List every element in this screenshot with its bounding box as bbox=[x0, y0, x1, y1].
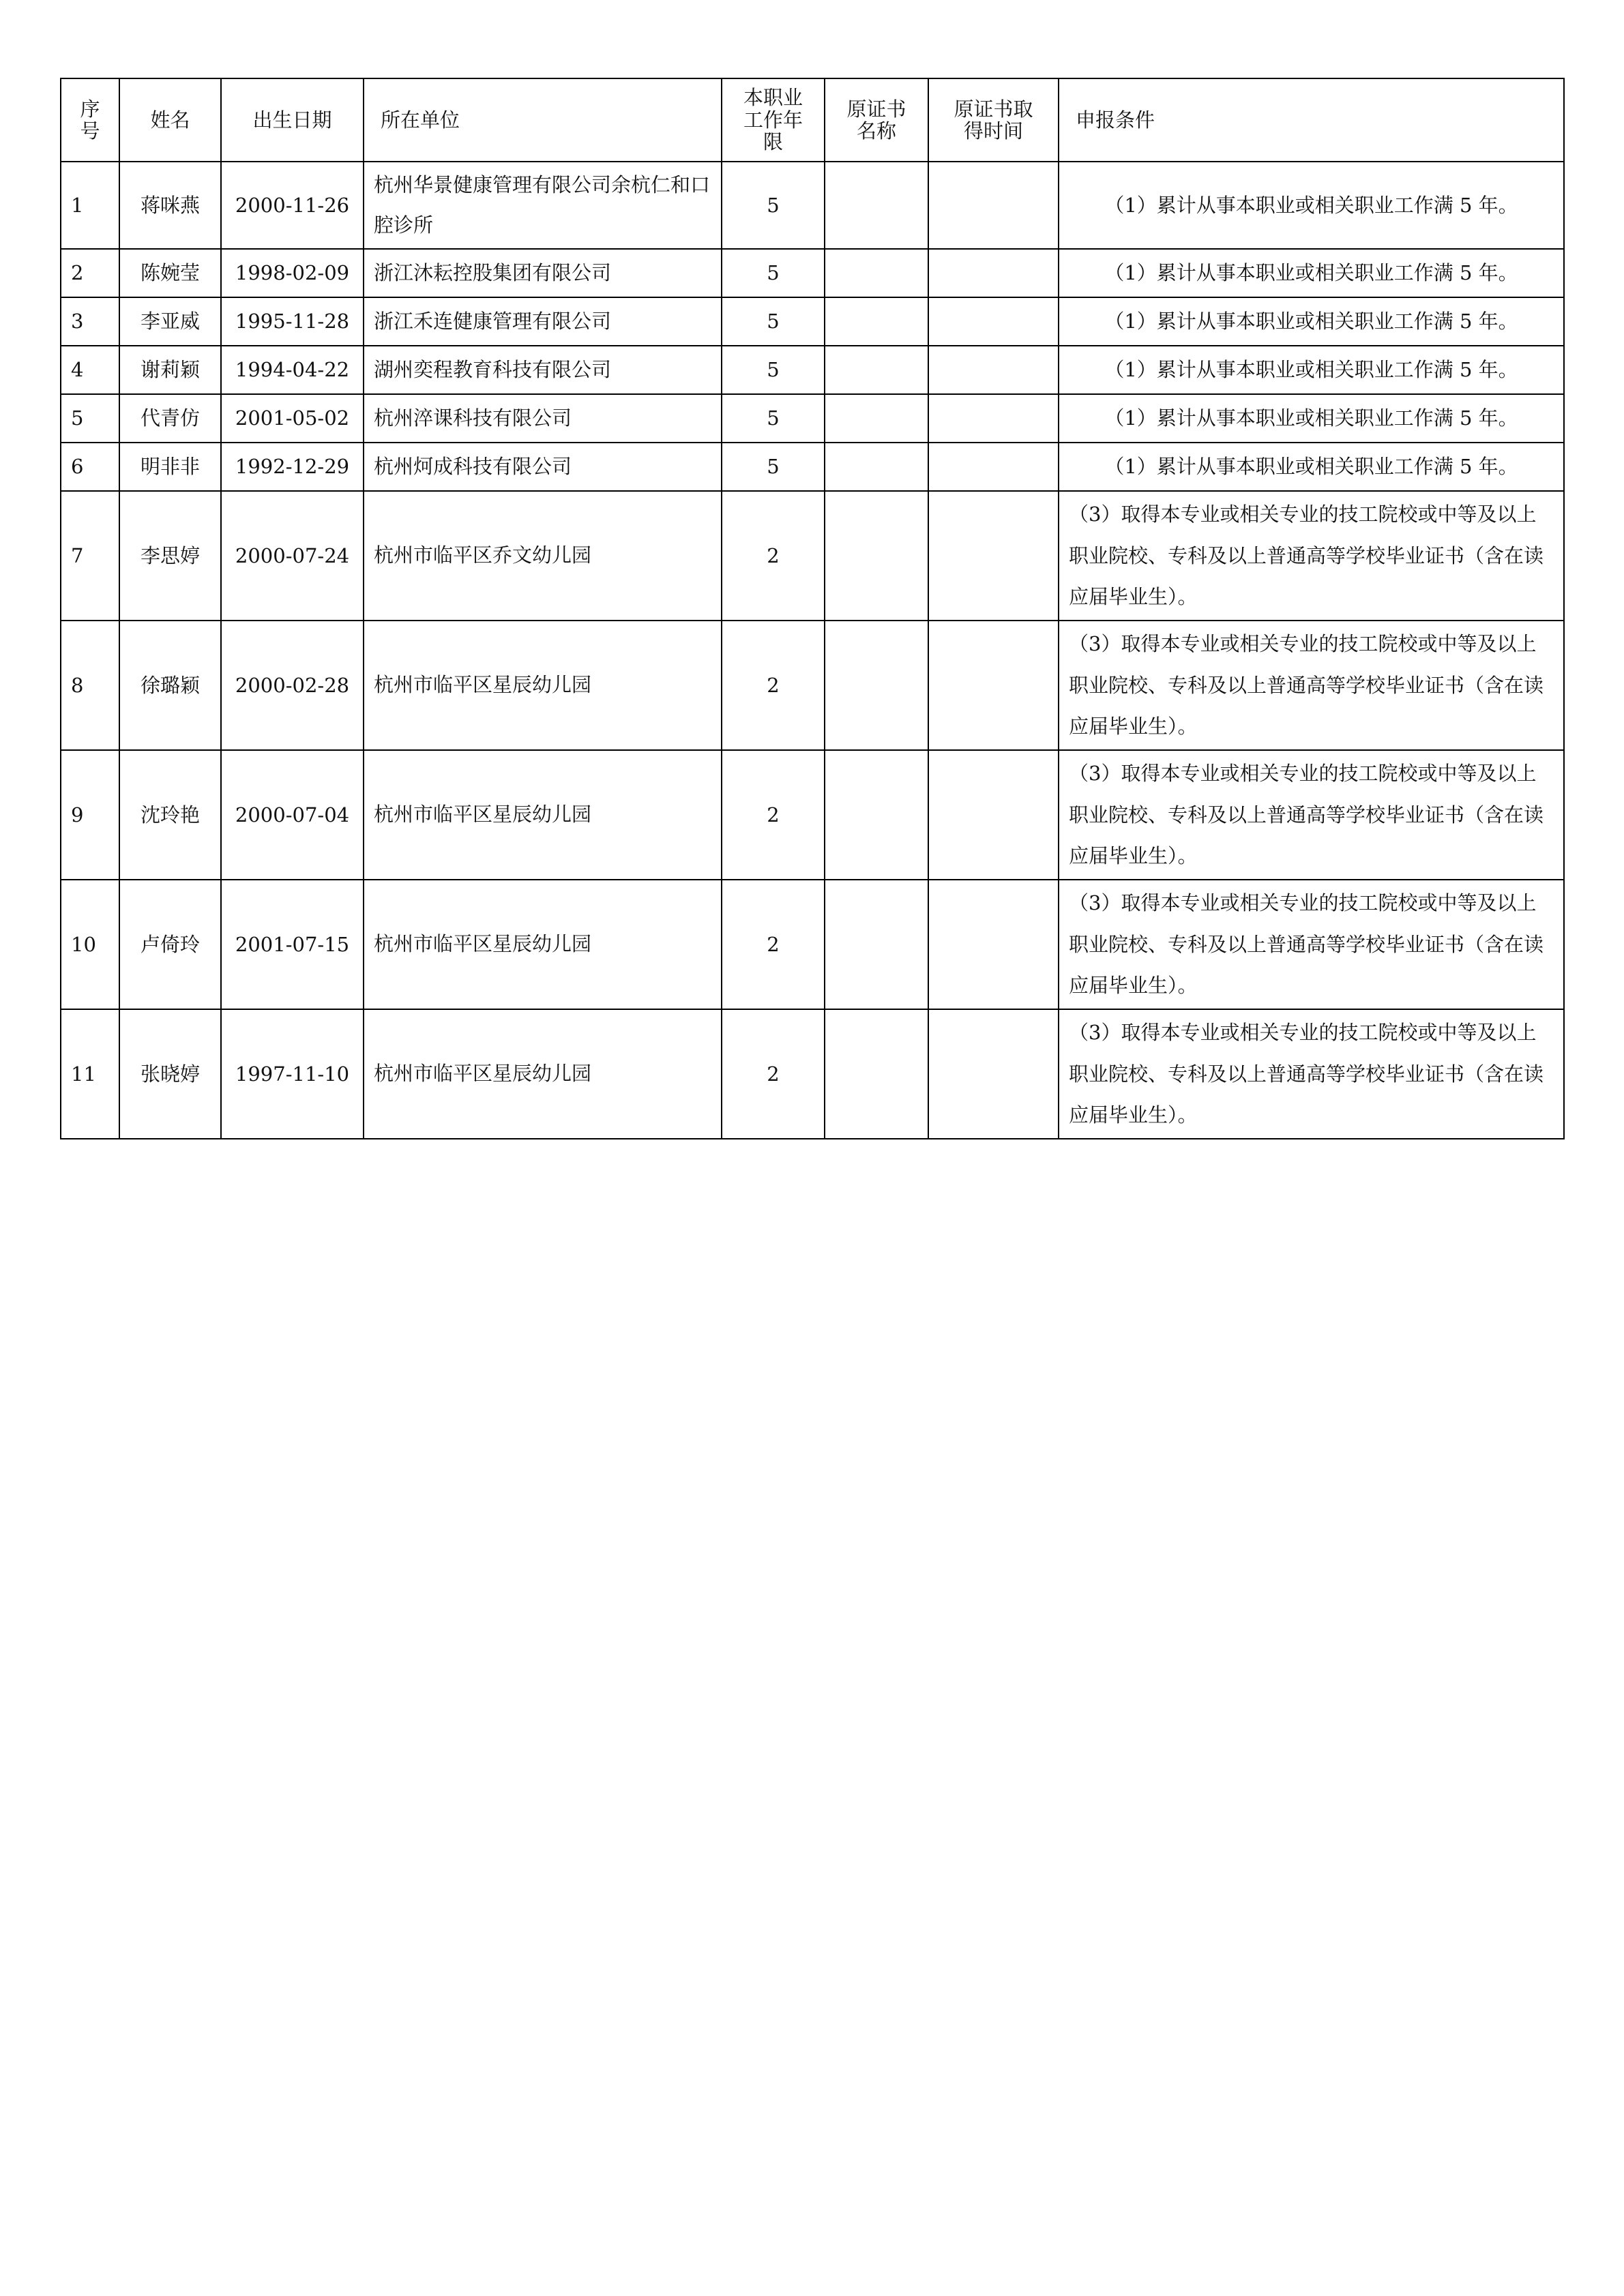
cell-seq: 10 bbox=[61, 880, 119, 1009]
table-row bbox=[61, 443, 1564, 491]
cell-employer: 杭州市临平区星辰幼儿园 bbox=[364, 621, 722, 750]
cell-employer: 杭州市临平区星辰幼儿园 bbox=[364, 880, 722, 1009]
cell-seq: 4 bbox=[61, 346, 119, 394]
cell-original-cert-name bbox=[825, 621, 928, 750]
table-row bbox=[61, 346, 1564, 394]
cell-name: 沈玲艳 bbox=[119, 750, 221, 880]
header-years: 本职业工作年限 bbox=[722, 78, 825, 162]
cell-condition: （3）取得本专业或相关专业的技工院校或中等及以上职业院校、专科及以上普通高等学校毕业证书（含在读应届毕业生）。 bbox=[1059, 491, 1564, 621]
cell-original-cert-name bbox=[825, 880, 928, 1009]
cell-original-cert-name bbox=[825, 249, 928, 297]
cell-birth-date: 1997-11-10 bbox=[221, 1009, 364, 1139]
cell-birth-date: 2000-02-28 bbox=[221, 621, 364, 750]
cell-condition: （3）取得本专业或相关专业的技工院校或中等及以上职业院校、专科及以上普通高等学校毕业证书（含在读应届毕业生）。 bbox=[1059, 880, 1564, 1009]
cell-original-cert-name bbox=[825, 162, 928, 249]
cell-original-cert-date bbox=[928, 346, 1059, 394]
cell-original-cert-name bbox=[825, 1009, 928, 1139]
cell-work-years: 2 bbox=[722, 1009, 825, 1139]
cell-original-cert-date bbox=[928, 750, 1059, 880]
cell-seq: 3 bbox=[61, 297, 119, 346]
cell-employer: 浙江禾连健康管理有限公司 bbox=[364, 297, 722, 346]
table-row bbox=[61, 491, 1564, 621]
cell-work-years: 5 bbox=[722, 297, 825, 346]
cell-employer: 杭州市临平区星辰幼儿园 bbox=[364, 750, 722, 880]
cell-seq: 6 bbox=[61, 443, 119, 491]
table-row bbox=[61, 750, 1564, 880]
cell-name: 明非非 bbox=[119, 443, 221, 491]
cell-name: 蒋咪燕 bbox=[119, 162, 221, 249]
cell-work-years: 2 bbox=[722, 491, 825, 621]
cell-work-years: 5 bbox=[722, 346, 825, 394]
cell-employer: 湖州奕程教育科技有限公司 bbox=[364, 346, 722, 394]
cell-work-years: 5 bbox=[722, 162, 825, 249]
cell-original-cert-date bbox=[928, 162, 1059, 249]
header-row bbox=[61, 78, 1564, 162]
cell-original-cert-name bbox=[825, 394, 928, 443]
cell-name: 李亚威 bbox=[119, 297, 221, 346]
cell-work-years: 2 bbox=[722, 880, 825, 1009]
cell-work-years: 5 bbox=[722, 443, 825, 491]
cell-seq: 7 bbox=[61, 491, 119, 621]
cell-condition: （1）累计从事本职业或相关职业工作满 5 年。 bbox=[1059, 249, 1564, 297]
header-unit: 所在单位 bbox=[364, 78, 722, 162]
cell-condition: （1）累计从事本职业或相关职业工作满 5 年。 bbox=[1059, 297, 1564, 346]
cell-original-cert-date bbox=[928, 491, 1059, 621]
cell-original-cert-date bbox=[928, 880, 1059, 1009]
table-body bbox=[61, 162, 1564, 1139]
cell-name: 李思婷 bbox=[119, 491, 221, 621]
cell-work-years: 2 bbox=[722, 750, 825, 880]
header-condition: 申报条件 bbox=[1059, 78, 1564, 162]
cell-seq: 9 bbox=[61, 750, 119, 880]
cell-work-years: 5 bbox=[722, 249, 825, 297]
cell-name: 卢倚玲 bbox=[119, 880, 221, 1009]
table-row bbox=[61, 249, 1564, 297]
cell-birth-date: 2001-07-15 bbox=[221, 880, 364, 1009]
header-dob: 出生日期 bbox=[221, 78, 364, 162]
cell-birth-date: 2000-07-24 bbox=[221, 491, 364, 621]
cell-birth-date: 2000-11-26 bbox=[221, 162, 364, 249]
cell-work-years: 5 bbox=[722, 394, 825, 443]
cell-name: 代青仿 bbox=[119, 394, 221, 443]
cell-employer: 杭州华景健康管理有限公司余杭仁和口腔诊所 bbox=[364, 162, 722, 249]
cell-seq: 2 bbox=[61, 249, 119, 297]
cell-original-cert-date bbox=[928, 1009, 1059, 1139]
cell-name: 徐璐颖 bbox=[119, 621, 221, 750]
cell-seq: 1 bbox=[61, 162, 119, 249]
table-row bbox=[61, 297, 1564, 346]
cell-original-cert-date bbox=[928, 621, 1059, 750]
cell-employer: 杭州淬课科技有限公司 bbox=[364, 394, 722, 443]
cell-condition: （3）取得本专业或相关专业的技工院校或中等及以上职业院校、专科及以上普通高等学校毕业证书（含在读应届毕业生）。 bbox=[1059, 621, 1564, 750]
cell-condition: （3）取得本专业或相关专业的技工院校或中等及以上职业院校、专科及以上普通高等学校毕业证书（含在读应届毕业生）。 bbox=[1059, 750, 1564, 880]
cell-birth-date: 1994-04-22 bbox=[221, 346, 364, 394]
cell-original-cert-name bbox=[825, 346, 928, 394]
cell-original-cert-name bbox=[825, 443, 928, 491]
cell-condition: （3）取得本专业或相关专业的技工院校或中等及以上职业院校、专科及以上普通高等学校毕业证书（含在读应届毕业生）。 bbox=[1059, 1009, 1564, 1139]
cell-name: 张晓婷 bbox=[119, 1009, 221, 1139]
cell-birth-date: 1992-12-29 bbox=[221, 443, 364, 491]
cell-birth-date: 2001-05-02 bbox=[221, 394, 364, 443]
cell-original-cert-date bbox=[928, 394, 1059, 443]
cell-employer: 杭州炣成科技有限公司 bbox=[364, 443, 722, 491]
cell-original-cert-date bbox=[928, 249, 1059, 297]
table-row bbox=[61, 621, 1564, 750]
cell-seq: 5 bbox=[61, 394, 119, 443]
cell-name: 谢莉颖 bbox=[119, 346, 221, 394]
cell-employer: 杭州市临平区乔文幼儿园 bbox=[364, 491, 722, 621]
cell-original-cert-name bbox=[825, 491, 928, 621]
cell-original-cert-name bbox=[825, 750, 928, 880]
cell-employer: 浙江沐耘控股集团有限公司 bbox=[364, 249, 722, 297]
cell-original-cert-name bbox=[825, 297, 928, 346]
cell-original-cert-date bbox=[928, 443, 1059, 491]
cell-condition: （1）累计从事本职业或相关职业工作满 5 年。 bbox=[1059, 346, 1564, 394]
header-cert-time: 原证书取得时间 bbox=[928, 78, 1059, 162]
table-row bbox=[61, 162, 1564, 249]
cell-birth-date: 1998-02-09 bbox=[221, 249, 364, 297]
cell-work-years: 2 bbox=[722, 621, 825, 750]
table-row bbox=[61, 394, 1564, 443]
header-cert-name: 原证书名称 bbox=[825, 78, 928, 162]
header-name: 姓名 bbox=[119, 78, 221, 162]
cell-seq: 11 bbox=[61, 1009, 119, 1139]
cell-condition: （1）累计从事本职业或相关职业工作满 5 年。 bbox=[1059, 394, 1564, 443]
cell-birth-date: 1995-11-28 bbox=[221, 297, 364, 346]
table-row bbox=[61, 880, 1564, 1009]
cell-condition: （1）累计从事本职业或相关职业工作满 5 年。 bbox=[1059, 162, 1564, 249]
table-header bbox=[61, 78, 1564, 162]
header-seq: 序号 bbox=[61, 78, 119, 162]
cell-name: 陈婉莹 bbox=[119, 249, 221, 297]
cell-employer: 杭州市临平区星辰幼儿园 bbox=[364, 1009, 722, 1139]
cell-condition: （1）累计从事本职业或相关职业工作满 5 年。 bbox=[1059, 443, 1564, 491]
table-row bbox=[61, 1009, 1564, 1139]
applicant-table bbox=[60, 78, 1565, 1139]
cell-seq: 8 bbox=[61, 621, 119, 750]
cell-original-cert-date bbox=[928, 297, 1059, 346]
cell-birth-date: 2000-07-04 bbox=[221, 750, 364, 880]
